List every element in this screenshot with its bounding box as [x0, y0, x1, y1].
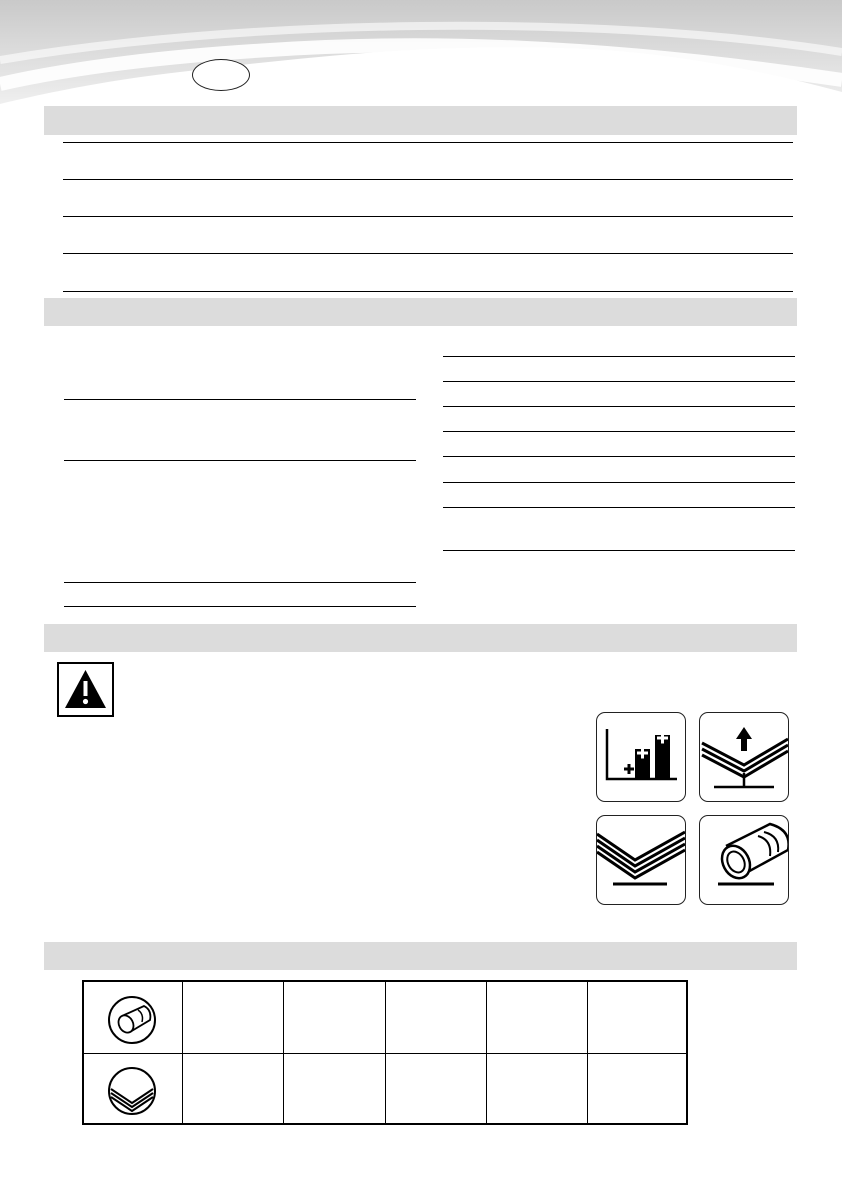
divider: [63, 179, 793, 180]
divider: [64, 460, 416, 461]
table-row-roll-icon: [106, 994, 158, 1046]
header-wave: [0, 0, 842, 110]
divider: [64, 582, 416, 583]
divider: [63, 253, 793, 254]
divider: [443, 381, 795, 382]
divider: [63, 216, 793, 217]
table-row-divider: [82, 1053, 688, 1054]
section-header-3: [44, 624, 797, 652]
divider: [443, 431, 795, 432]
roll-icon: [699, 815, 789, 905]
divider: [63, 142, 793, 143]
divider: [443, 482, 795, 483]
bar-chart-plus-icon: [596, 712, 686, 802]
warning-icon: [57, 662, 114, 717]
divider: [443, 356, 795, 357]
divider: [63, 291, 793, 292]
divider: [443, 456, 795, 457]
divider: [443, 507, 795, 508]
divider: [64, 399, 416, 400]
divider: [443, 550, 795, 551]
page-badge: [192, 59, 250, 91]
section-header-4: [44, 942, 797, 970]
divider: [64, 606, 416, 607]
section-header-2: [44, 298, 797, 326]
table-row-sheet-stack-icon: [106, 1065, 158, 1117]
layers-lift-icon: [699, 712, 789, 802]
flat-sheets-icon: [596, 815, 686, 905]
divider: [443, 406, 795, 407]
section-header-1: [44, 106, 797, 135]
